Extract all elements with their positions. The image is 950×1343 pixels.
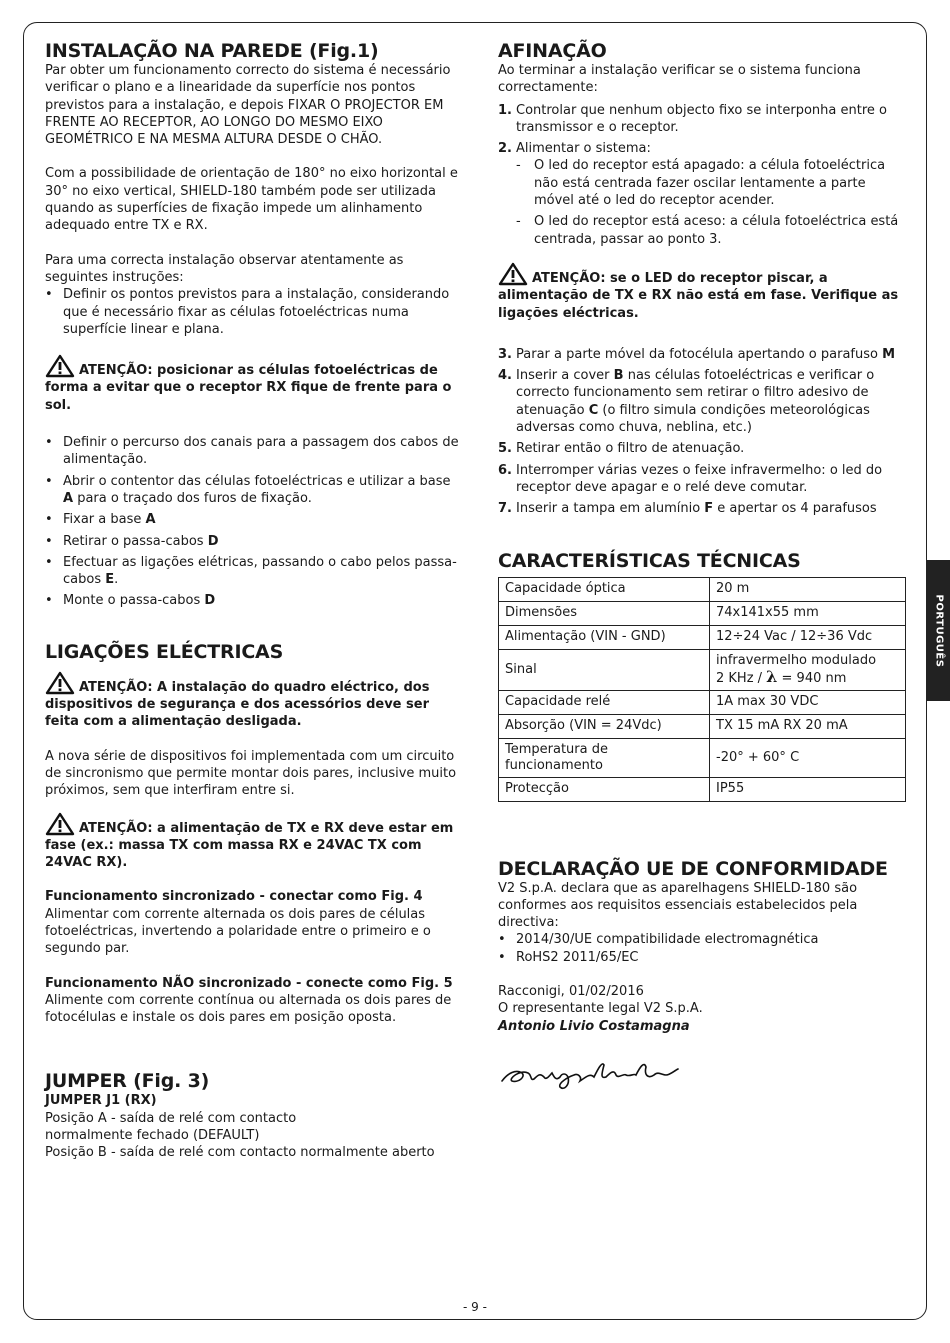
electrical-warning-1: ATENÇÃO: A instalação do quadro eléctrico, dos dispositivos de segurança e dos acessórios deve ser feita com a alimentação desligada.: [45, 671, 460, 731]
tuning-warning: ATENÇÃO: se o LED do receptor piscar, a alimentação de TX e RX não está em fase. Verifique as ligações eléctricas.: [498, 262, 908, 322]
install-bullets-1: [45, 286, 460, 338]
declaration-name: Antonio Livio Costamagna: [498, 1018, 690, 1034]
jumper-position-b: Posição B - saída de relé com contacto normalmente aberto: [45, 1145, 435, 1161]
table-row: Capacidade relé 1A max 30 VDC: [499, 690, 906, 714]
list-item: • Efectuar as ligações elétricas, passando o cabo pelos passa-cabos E.: [45, 554, 460, 589]
warning-icon: [45, 354, 75, 378]
tech-specs-table: [498, 577, 906, 802]
tech-title: CARACTERÍSTICAS TÉCNICAS: [498, 549, 801, 572]
list-item: 4. Inserir a cover B nas células fotoeléctricas e verificar o correcto funcionamento sem retirar o filtro adesivo de atenuação C (o filtro simula condições meteorológicas adversas como chuva, neblina, etc.): [498, 368, 875, 436]
list-item: - O led do receptor está aceso: a célula fotoeléctrica está centrada, passar ao ponto 3.: [516, 213, 908, 248]
tuning-steps-2: [498, 346, 908, 518]
nosync-title: Funcionamento NÃO sincronizado - conecte como Fig. 5: [45, 975, 453, 991]
electrical-warning-2: ATENÇÃO: a alimentação de TX e RX deve estar em fase (ex.: massa TX com massa RX e 24VAC TX com 24VAC RX).: [45, 812, 460, 872]
table-row: Capacidade óptica 20 m: [499, 577, 906, 601]
jumper-position-a: Posição A - saída de relé com contacto normalmente fechado (DEFAULT): [45, 1110, 297, 1144]
declaration-place-date: Racconigi, 01/02/2016: [498, 984, 644, 1000]
list-item: 3. Parar a parte móvel da fotocélula apertando o parafuso M: [498, 346, 896, 362]
sync-text: Alimentar com corrente alternada os dois pares de células fotoeléctricas, invertendo a polaridade entre o primeiro e o segundo par.: [45, 906, 431, 957]
table-row: Alimentação (VIN - GND) 12÷24 Vac / 12÷36 Vdc: [499, 625, 906, 649]
warning-icon: [45, 812, 75, 836]
tuning-title: AFINAÇÃO: [498, 40, 607, 62]
list-item: • Monte o passa-cabos D: [45, 592, 460, 609]
list-item: • Definir os pontos previstos para a instalação, considerando que é necessário fixar as células fotoeléctricas numa superfície linear e plana.: [45, 286, 460, 338]
install-paragraph-1: Par obter um funcionamento correcto do sistema é necessário verificar o plano e a linearidade da superfície nos pontos previstos para a instalação, e depois FIXAR O PROJECTOR EM FRENTE AO RECEPTOR, AO LONGO DO MESMO EIXO GEOMÉTRICO E NA MESMA ALTURA DESDE O CHÃO.: [45, 63, 451, 148]
declaration-list: [498, 931, 908, 966]
step2-sublist: [516, 157, 908, 247]
declaration-representative: O representante legal V2 S.p.A.: [498, 1001, 703, 1017]
declaration-title: DECLARAÇÃO UE DE CONFORMIDADE: [498, 857, 888, 880]
list-item: 5. Retirar então o filtro de atenuação.: [498, 441, 745, 457]
list-item: • Definir o percurso dos canais para a passagem dos cabos de alimentação.: [45, 434, 460, 469]
declaration-text: V2 S.p.A. declara que as aparelhagens SHIELD-180 são conformes aos requisitos essenciais estabelecidos pela directiva:: [498, 880, 858, 931]
tuning-intro: Ao terminar a instalação verificar se o sistema funciona correctamente:: [498, 63, 861, 96]
table-row: Temperatura de funcionamento -20° + 60° C: [499, 738, 906, 777]
list-item: - O led do receptor está apagado: a célula fotoeléctrica não está centrada fazer oscilar lentamente a parte móvel até o led do receptor acender.: [516, 157, 908, 209]
install-paragraph-3: Para uma correcta instalação observar atentamente as seguintes instruções:: [45, 252, 404, 285]
list-item: • Fixar a base A: [45, 511, 460, 528]
left-column: [45, 40, 460, 1162]
install-bullets-2: [45, 434, 460, 610]
list-item: 7. Inserir a tampa em alumínio F e apertar os 4 parafusos: [498, 501, 877, 517]
electrical-title: LIGAÇÕES ELÉCTRICAS: [45, 640, 284, 663]
install-paragraph-2: Com a possibilidade de orientação de 180° no eixo horizontal e 30° no eixo vertical, SHIELD-180 também pode ser utilizada quando as superfícies de fixação impede um alinhamento adequado entre TX e RX.: [45, 166, 458, 234]
signature: [498, 1047, 688, 1095]
language-tab: [927, 560, 950, 701]
install-warning: ATENÇÃO: posicionar as células fotoeléctricas de forma a evitar que o receptor RX fique de frente para o sol.: [45, 354, 460, 414]
right-column: [498, 40, 908, 1100]
list-item: 2. Alimentar o sistema: - O led do receptor está apagado: a célula fotoeléctrica não está centrada fazer oscilar lentamente a parte móvel até o led do receptor acender. - O led do receptor está aceso: a célula fotoeléctrica está centrada, passar ao ponto 3.: [498, 140, 908, 248]
jumper-title: JUMPER (Fig. 3): [45, 1070, 210, 1093]
electrical-paragraph: A nova série de dispositivos foi implementada com um circuito de sincronismo que permite montar dois pares, inclusive muito próximos, sem que interfiram entre si.: [45, 748, 457, 799]
nosync-text: Alimente com corrente contínua ou alternada os dois pares de fotocélulas e instale os dois pares em posição oposta.: [45, 992, 452, 1026]
list-item: • RoHS2 2011/65/EC: [498, 949, 908, 966]
list-item: • 2014/30/UE compatibilidade electromagnética: [498, 931, 908, 948]
list-item: 1. Controlar que nenhum objecto fixo se interponha entre o transmissor e o receptor.: [498, 102, 887, 135]
install-title: INSTALAÇÃO NA PAREDE (Fig.1): [45, 40, 379, 62]
table-row: Protecção IP55: [499, 777, 906, 801]
warning-icon: [498, 262, 528, 286]
jumper-subtitle: JUMPER J1 (RX): [45, 1093, 157, 1109]
table-row: Sinal infravermelho modulado 2 KHz / λ = 940 nm: [499, 649, 906, 690]
table-row: Dimensões 74x141x55 mm: [499, 601, 906, 625]
table-row: Absorção (VIN = 24Vdc) TX 15 mA RX 20 mA: [499, 714, 906, 738]
page-number: - 9 -: [463, 1300, 487, 1314]
sync-title: Funcionamento sincronizado - conectar como Fig. 4: [45, 889, 423, 905]
list-item: 6. Interromper várias vezes o feixe infravermelho: o led do receptor deve apagar e o relé deve comutar.: [498, 462, 883, 495]
warning-icon: [45, 671, 75, 695]
list-item: • Abrir o contentor das células fotoeléctricas e utilizar a base A para o traçado dos furos de fixação.: [45, 473, 460, 508]
tuning-steps-1: [498, 102, 908, 248]
list-item: • Retirar o passa-cabos D: [45, 533, 460, 550]
language-tab-label: PORTUGUÊS: [933, 594, 944, 667]
